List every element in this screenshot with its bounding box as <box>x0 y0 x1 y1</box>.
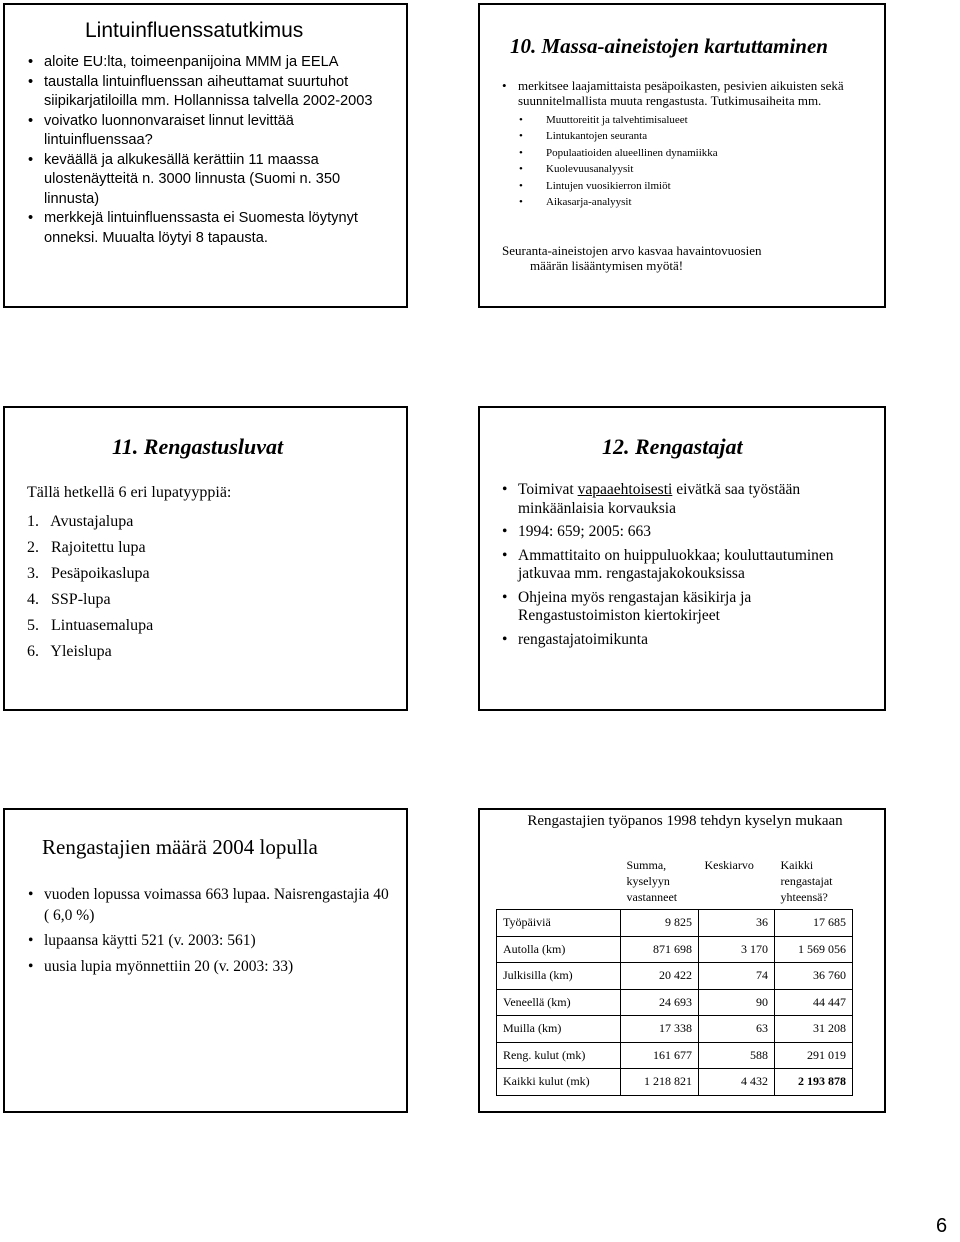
table-cell: Muilla (km) <box>497 1016 621 1043</box>
column-header: Keskiarvo <box>704 858 754 872</box>
slide-rengastusluvat <box>3 406 408 711</box>
table-row <box>497 989 853 1016</box>
table-cell: Kaikki kulut (mk) <box>497 1069 621 1096</box>
slide-lintuinfluenssatutkimus <box>3 3 408 308</box>
list-item: • 1994: 659; 2005: 663 <box>501 523 871 542</box>
list-item: 6. Yleislupa <box>27 643 112 660</box>
list-item: 3. Pesäpoikaslupa <box>27 565 150 582</box>
grand-total-cell: 2 193 878 <box>775 1069 853 1096</box>
underlined-text: vapaaehtoisesti <box>577 481 673 498</box>
table-cell: 1 569 056 <box>775 936 853 963</box>
slide-title: 12. Rengastajat <box>602 434 743 459</box>
slide-title: Rengastajien työpanos 1998 tehdyn kyselyn mukaan <box>527 813 843 829</box>
table-cell: 63 <box>699 1016 775 1043</box>
list-item: • Ohjeina myös rengastajan käsikirja ja Rengastustoimiston kiertokirjeet <box>501 589 871 626</box>
list-item: • taustalla lintuinfluenssan aiheuttamat suurtuhot siipikarjatiloilla mm. Hollannissa talvella 2002-2003 <box>27 73 397 112</box>
table-row <box>497 1069 853 1096</box>
slide-rengastajien-maara <box>3 808 408 1113</box>
table-row <box>497 1042 853 1069</box>
sub-list-item: • Populaatioiden alueellinen dynamiikka <box>518 145 871 161</box>
data-table <box>496 857 853 1096</box>
sub-list-item: • Lintujen vuosikierron ilmiöt <box>518 178 871 194</box>
numbered-list <box>27 509 153 665</box>
slide-title: 11. Rengastusluvat <box>112 434 284 459</box>
slide-tyopanos <box>478 808 886 1113</box>
list-item: 1. Avustajalupa <box>27 513 134 530</box>
list-item <box>501 481 871 518</box>
table-cell: 17 685 <box>775 910 853 937</box>
table-cell: Veneellä (km) <box>497 989 621 1016</box>
table-cell: 588 <box>699 1042 775 1069</box>
closing-line: Seuranta-aineistojen arvo kasvaa havaintovuosien <box>502 243 762 258</box>
table-cell: 74 <box>699 963 775 990</box>
list-item: 4. SSP-lupa <box>27 591 111 608</box>
sub-list-item: • Kuolevuusanalyysit <box>518 161 871 177</box>
column-header <box>497 857 621 910</box>
table-row <box>497 1016 853 1043</box>
list-item: • keväällä ja alkukesällä kerättiin 11 maassa ulostenäytteitä n. 3000 linnusta (Suomi n. 350 linnusta) <box>27 151 397 210</box>
slide-rengastajat <box>478 406 886 711</box>
table-cell: 36 <box>699 910 775 937</box>
slide-massa-aineistot <box>478 3 886 308</box>
list-item: • Ammattitaito on huippuluokkaa; kouluttautuminen jatkuvaa mm. rengastajakokouksissa <box>501 547 871 584</box>
table-cell: 24 693 <box>621 989 699 1016</box>
column-header: Summa, kyselyyn vastanneet <box>626 858 678 904</box>
table-cell: 3 170 <box>699 936 775 963</box>
list-item <box>501 79 871 210</box>
sub-list-item: • Lintukantojen seuranta <box>518 128 871 144</box>
table-cell: 17 338 <box>621 1016 699 1043</box>
table-cell: 36 760 <box>775 963 853 990</box>
bullet-list <box>27 53 397 248</box>
column-header: Kaikki rengastajat yhteensä? <box>780 858 833 904</box>
intro-text: Tällä hetkellä 6 eri lupatyyppiä: <box>27 484 232 501</box>
sub-list-item: • Aikasarja-analyysit <box>518 194 871 210</box>
table-cell: 4 432 <box>699 1069 775 1096</box>
table-header-row <box>497 857 853 910</box>
closing-statement <box>502 243 872 273</box>
slide-title: Lintuinfluenssatutkimus <box>85 19 304 42</box>
list-item: • lupaansa käytti 521 (v. 2003: 561) <box>27 931 397 952</box>
table-row <box>497 936 853 963</box>
table-row <box>497 910 853 937</box>
table-cell: 44 447 <box>775 989 853 1016</box>
list-item: • rengastajatoimikunta <box>501 631 871 650</box>
slide-title: Rengastajien määrä 2004 lopulla <box>42 835 318 859</box>
table-cell: Työpäiviä <box>497 910 621 937</box>
list-item: • uusia lupia myönnettiin 20 (v. 2003: 33) <box>27 957 397 978</box>
table-cell: 90 <box>699 989 775 1016</box>
text-segment: eivätkä saa työstään minkäänlaisia korvauksia <box>518 481 801 517</box>
list-item: 5. Lintuasemalupa <box>27 617 154 634</box>
table-cell: 9 825 <box>621 910 699 937</box>
table-cell: 871 698 <box>621 936 699 963</box>
table-cell: 31 208 <box>775 1016 853 1043</box>
bullet-text: merkitsee laajamittaista pesäpoikasten, pesivien aikuisten sekä suunnitelmallista muuta rengastusta. Tutkimusaiheita mm. <box>518 78 844 108</box>
table-cell: Autolla (km) <box>497 936 621 963</box>
bullet-list <box>501 481 871 654</box>
list-item: • aloite EU:lta, toimeenpanijoina MMM ja EELA <box>27 53 397 73</box>
table-cell: 1 218 821 <box>621 1069 699 1096</box>
bullet-list <box>27 885 397 982</box>
table-cell: Julkisilla (km) <box>497 963 621 990</box>
closing-line: määrän lisääntymisen myötä! <box>530 258 684 273</box>
sub-list-item: • Muuttoreitit ja talvehtimisalueet <box>518 112 871 128</box>
list-item: • merkkejä lintuinfluenssasta ei Suomesta löytynyt onneksi. Muualta löytyi 8 tapausta. <box>27 209 397 248</box>
table-row <box>497 963 853 990</box>
sub-list <box>518 112 871 210</box>
table-cell: 291 019 <box>775 1042 853 1069</box>
list-item: • vuoden lopussa voimassa 663 lupaa. Naisrengastajia 40 ( 6,0 %) <box>27 885 397 926</box>
table-cell: Reng. kulut (mk) <box>497 1042 621 1069</box>
list-item: 2. Rajoitettu lupa <box>27 539 146 556</box>
bullet-list <box>501 79 871 210</box>
table-cell: 20 422 <box>621 963 699 990</box>
text-segment: Toimivat <box>518 481 578 498</box>
list-item: • voivatko luonnonvaraiset linnut levittää lintuinfluenssaa? <box>27 112 397 151</box>
table-cell: 161 677 <box>621 1042 699 1069</box>
slide-title: 10. Massa-aineistojen kartuttaminen <box>510 34 828 58</box>
page-number: 6 <box>936 1215 948 1237</box>
